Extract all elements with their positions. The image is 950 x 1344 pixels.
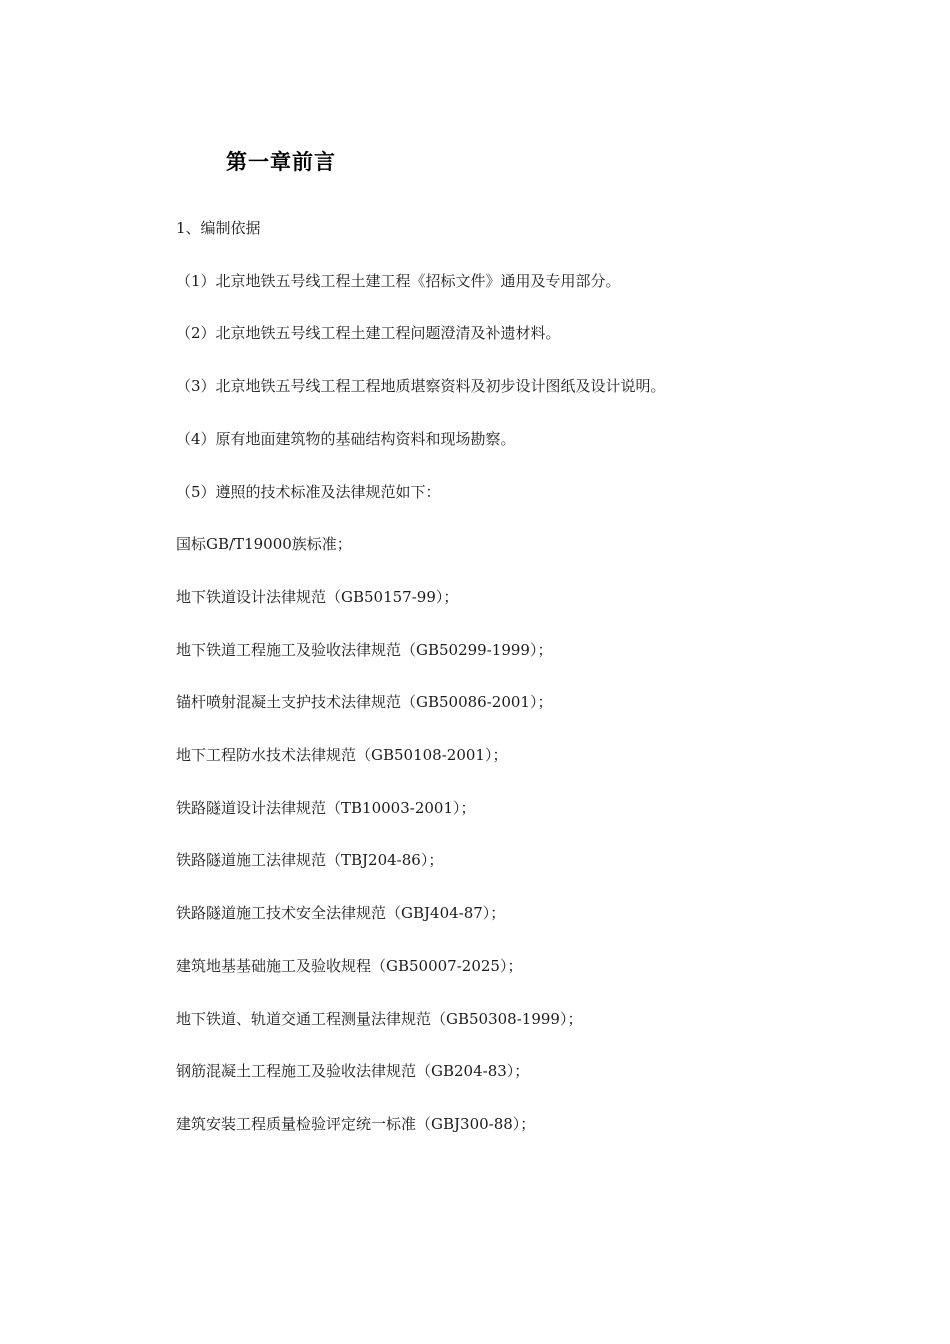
chapter-title: 第一章前言: [226, 150, 336, 174]
basis-item: （1）北京地铁五号线工程土建工程《招标文件》通用及专用部分。: [176, 272, 621, 290]
basis-item: （5）遵照的技术标准及法律规范如下：: [176, 483, 441, 501]
basis-item: （3）北京地铁五号线工程工程地质堪察资料及初步设计图纸及设计说明。: [176, 377, 666, 395]
standard-item: 地下铁道设计法律规范（GB50157-99）；: [176, 588, 459, 606]
standard-item: 锚杆喷射混凝土支护技术法律规范（GB50086-2001）；: [176, 693, 553, 711]
standard-item: 铁路隧道施工技术安全法律规范（GBJ404-87）；: [176, 904, 506, 922]
standard-item: 国标GB/T19000族标准；: [176, 535, 352, 553]
standard-item: 铁路隧道施工法律规范（TBJ204-86）；: [176, 851, 444, 869]
basis-item: （4）原有地面建筑物的基础结构资料和现场勘察。: [176, 430, 516, 448]
standard-item: 钢筋混凝土工程施工及验收法律规范（GB204-83）；: [176, 1062, 530, 1080]
standard-item: 建筑安装工程质量检验评定统一标准（GBJ300-88）；: [176, 1115, 536, 1133]
standard-item: 铁路隧道设计法律规范（TB10003-2001）；: [176, 799, 476, 817]
section-heading: 1、编制依据: [176, 219, 261, 237]
standard-item: 地下铁道工程施工及验收法律规范（GB50299-1999）；: [176, 641, 553, 659]
standard-item: 地下铁道、轨道交通工程测量法律规范（GB50308-1999）；: [176, 1010, 583, 1028]
standard-item: 地下工程防水技术法律规范（GB50108-2001）；: [176, 746, 508, 764]
basis-item: （2）北京地铁五号线工程土建工程问题澄清及补遗材料。: [176, 324, 561, 342]
standard-item: 建筑地基基础施工及验收规程（GB50007-2025）；: [176, 957, 523, 975]
